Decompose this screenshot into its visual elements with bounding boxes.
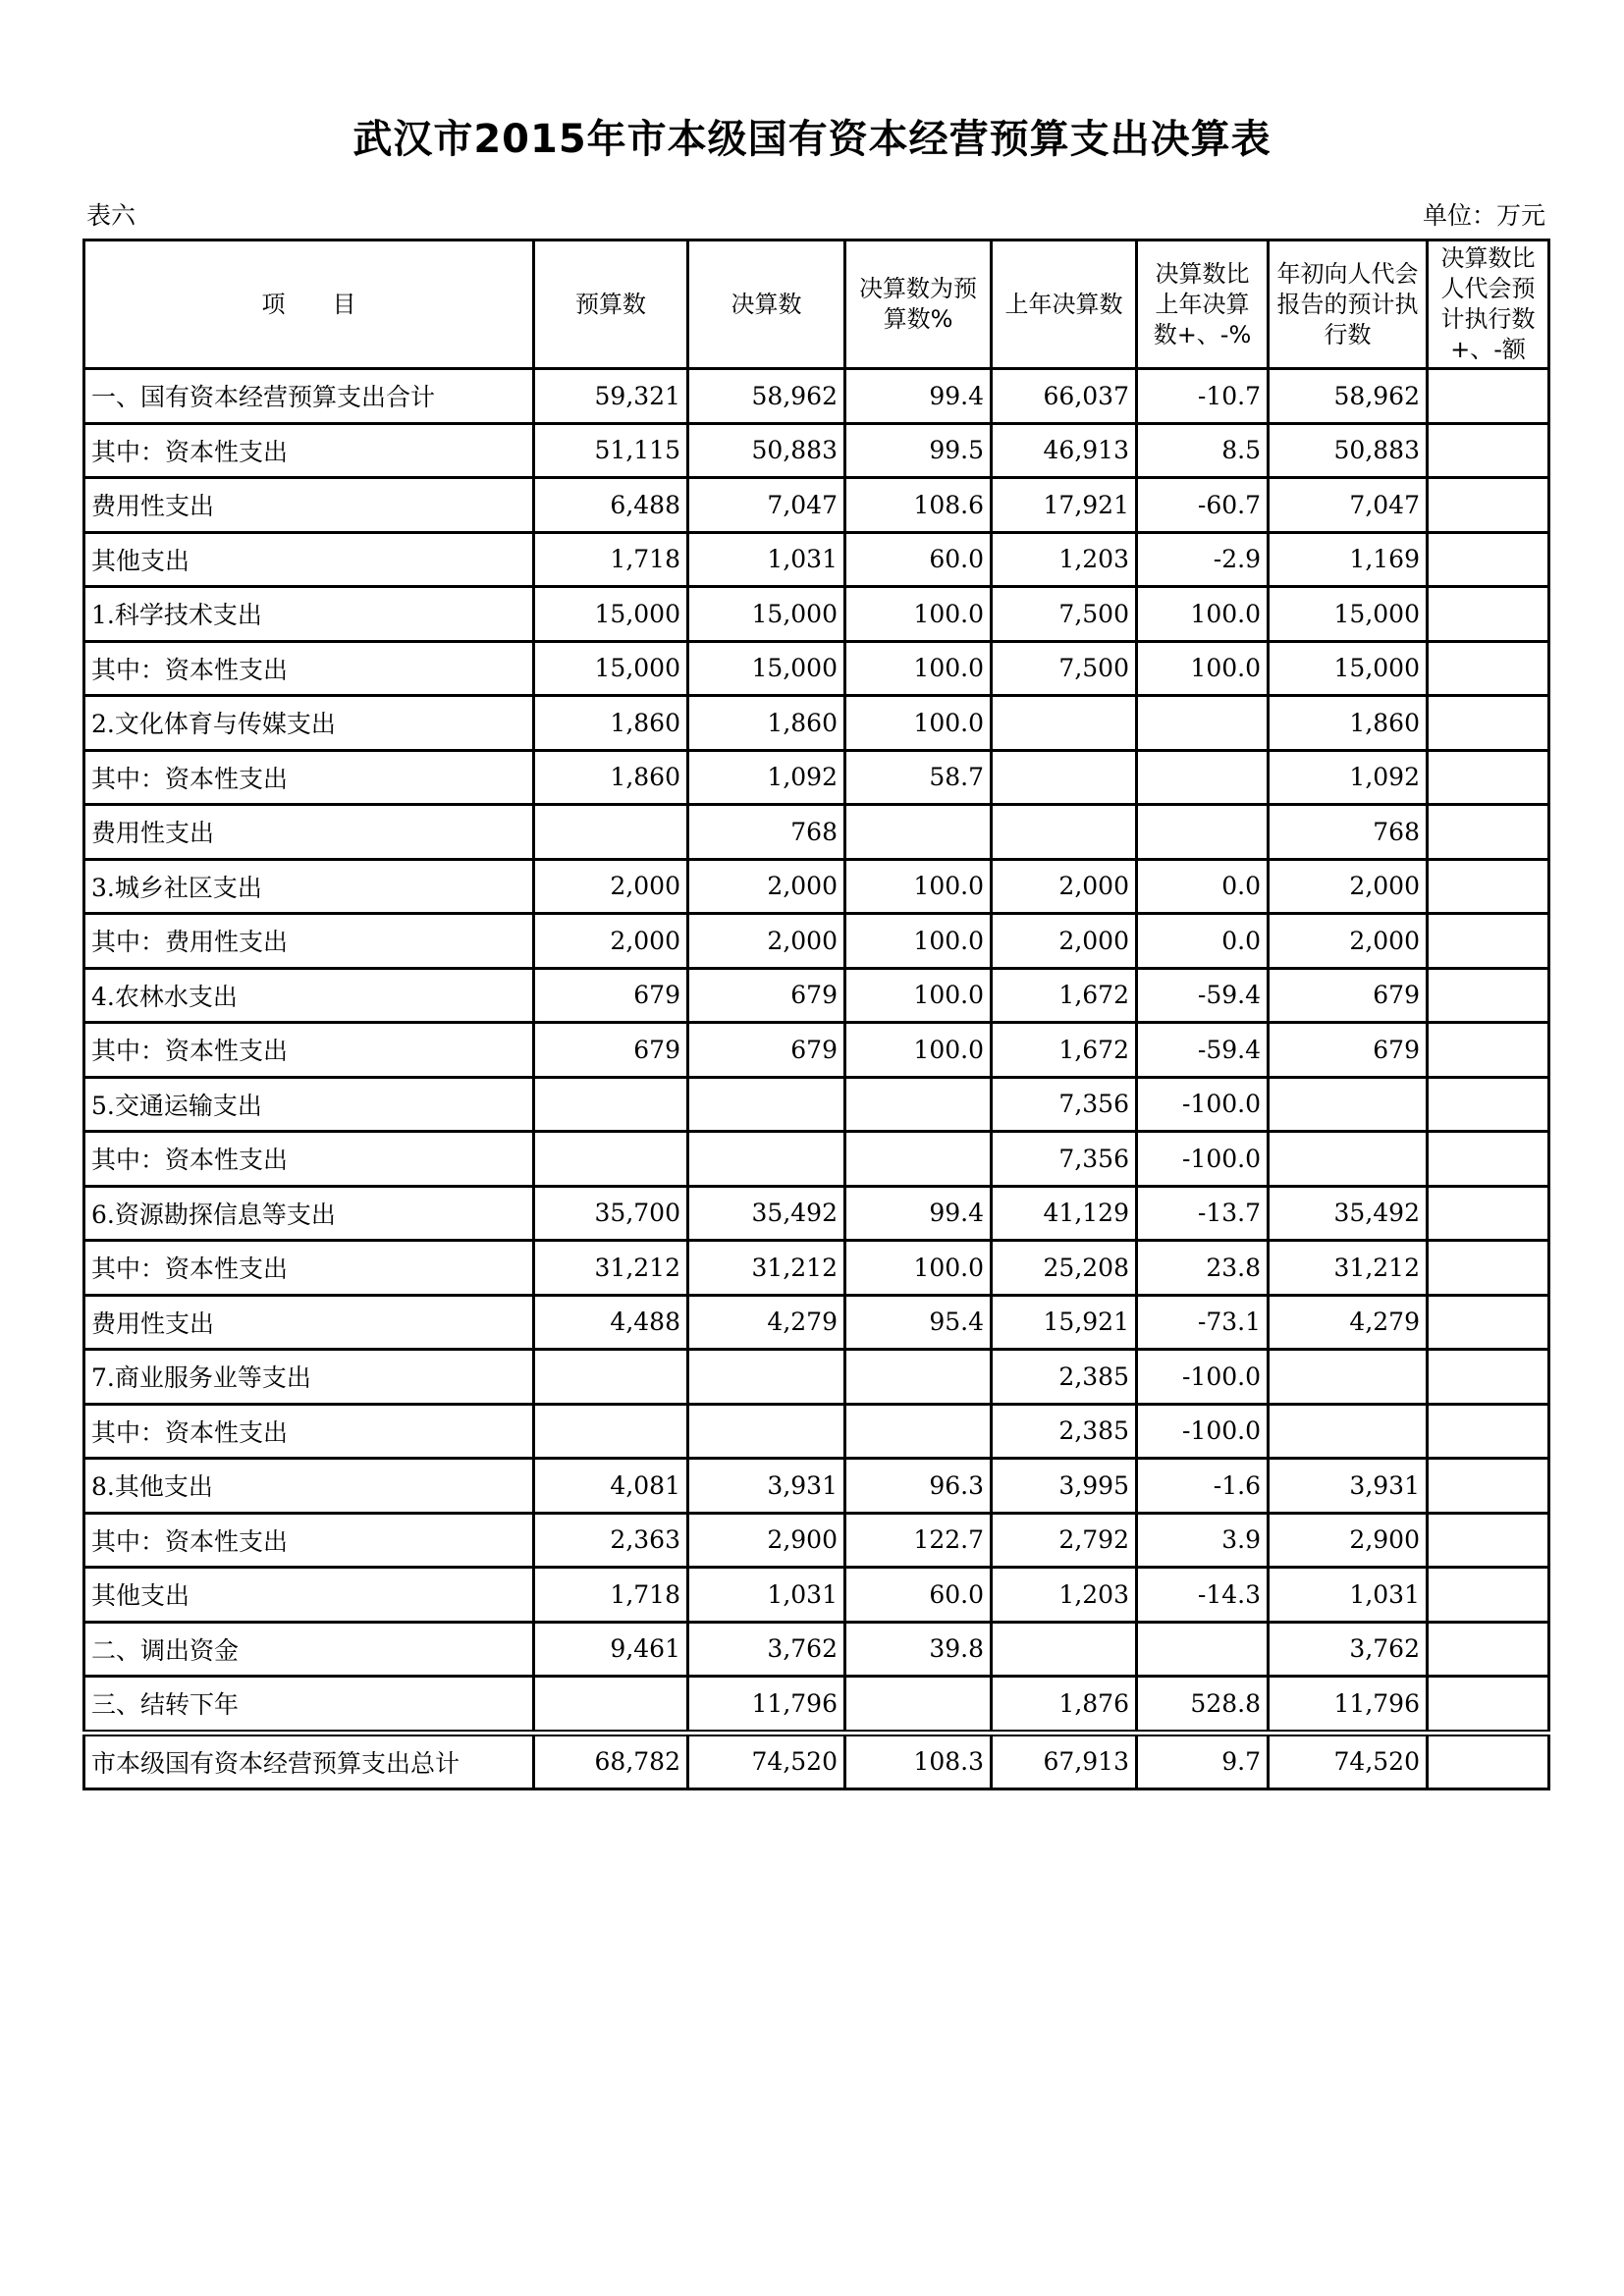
cell-final: 11,796 — [688, 1677, 845, 1734]
cell-pct — [845, 1350, 992, 1405]
row-label: 三、结转下年 — [84, 1677, 534, 1734]
cell-final: 50,883 — [688, 423, 845, 478]
cell-pct: 99.4 — [845, 369, 992, 424]
cell-budget: 51,115 — [534, 423, 688, 478]
cell-diff — [1428, 968, 1549, 1023]
cell-final: 679 — [688, 968, 845, 1023]
cell-prev: 2,385 — [992, 1350, 1137, 1405]
cell-budget: 679 — [534, 1023, 688, 1078]
cell-pct: 60.0 — [845, 1568, 992, 1623]
row-label: 费用性支出 — [84, 805, 534, 860]
cell-budget: 15,000 — [534, 641, 688, 696]
cell-pct: 100.0 — [845, 1023, 992, 1078]
cell-report — [1269, 1404, 1428, 1459]
row-label: 费用性支出 — [84, 1295, 534, 1350]
cell-yoy: -13.7 — [1137, 1186, 1269, 1241]
cell-pct: 100.0 — [845, 859, 992, 914]
cell-budget: 2,000 — [534, 859, 688, 914]
cell-yoy: 528.8 — [1137, 1677, 1269, 1734]
row-label: 其中：资本性支出 — [84, 1023, 534, 1078]
cell-yoy: 100.0 — [1137, 587, 1269, 642]
row-label: 一、国有资本经营预算支出合计 — [84, 369, 534, 424]
cell-prev — [992, 805, 1137, 860]
header-item: 项 目 — [84, 240, 534, 369]
row-label: 二、调出资金 — [84, 1622, 534, 1677]
cell-prev: 2,000 — [992, 859, 1137, 914]
cell-report: 768 — [1269, 805, 1428, 860]
cell-prev: 41,129 — [992, 1186, 1137, 1241]
cell-report: 4,279 — [1269, 1295, 1428, 1350]
cell-prev: 2,000 — [992, 914, 1137, 969]
cell-prev: 7,500 — [992, 641, 1137, 696]
cell-final: 2,000 — [688, 914, 845, 969]
row-label: 2.文化体育与传媒支出 — [84, 696, 534, 751]
cell-pct: 100.0 — [845, 1241, 992, 1296]
cell-pct: 122.7 — [845, 1513, 992, 1568]
cell-pct: 95.4 — [845, 1295, 992, 1350]
cell-budget: 1,860 — [534, 696, 688, 751]
cell-budget: 1,860 — [534, 750, 688, 805]
cell-budget: 15,000 — [534, 587, 688, 642]
row-label: 其他支出 — [84, 532, 534, 587]
cell-report — [1269, 1350, 1428, 1405]
table-row — [84, 587, 1549, 642]
cell-prev: 66,037 — [992, 369, 1137, 424]
cell-yoy: -10.7 — [1137, 369, 1269, 424]
table-row — [84, 423, 1549, 478]
cell-pct: 99.4 — [845, 1186, 992, 1241]
cell-diff — [1428, 423, 1549, 478]
cell-diff — [1428, 478, 1549, 533]
cell-report: 1,169 — [1269, 532, 1428, 587]
cell-final — [688, 1077, 845, 1132]
cell-final: 4,279 — [688, 1295, 845, 1350]
cell-yoy: -59.4 — [1137, 968, 1269, 1023]
cell-pct: 60.0 — [845, 532, 992, 587]
cell-report: 7,047 — [1269, 478, 1428, 533]
cell-diff — [1428, 914, 1549, 969]
cell-budget: 679 — [534, 968, 688, 1023]
cell-pct: 58.7 — [845, 750, 992, 805]
row-label: 7.商业服务业等支出 — [84, 1350, 534, 1405]
cell-diff — [1428, 587, 1549, 642]
header-final: 决算数 — [688, 240, 845, 369]
cell-diff — [1428, 1733, 1549, 1789]
cell-yoy: -2.9 — [1137, 532, 1269, 587]
cell-diff — [1428, 1459, 1549, 1514]
cell-final: 3,931 — [688, 1459, 845, 1514]
cell-prev: 7,500 — [992, 587, 1137, 642]
row-label: 市本级国有资本经营预算支出总计 — [84, 1733, 534, 1789]
cell-budget: 31,212 — [534, 1241, 688, 1296]
cell-pct: 100.0 — [845, 587, 992, 642]
cell-diff — [1428, 641, 1549, 696]
table-body — [84, 369, 1549, 1789]
cell-diff — [1428, 1404, 1549, 1459]
cell-prev: 17,921 — [992, 478, 1137, 533]
cell-prev: 2,792 — [992, 1513, 1137, 1568]
table-row — [84, 1077, 1549, 1132]
cell-budget — [534, 1404, 688, 1459]
table-row — [84, 1733, 1549, 1789]
cell-report: 2,000 — [1269, 859, 1428, 914]
table-row — [84, 1186, 1549, 1241]
cell-yoy: -100.0 — [1137, 1077, 1269, 1132]
table-row — [84, 1241, 1549, 1296]
table-row — [84, 1295, 1549, 1350]
header-prev: 上年决算数 — [992, 240, 1137, 369]
cell-prev: 46,913 — [992, 423, 1137, 478]
row-label: 其中：资本性支出 — [84, 750, 534, 805]
cell-diff — [1428, 1568, 1549, 1623]
cell-final: 35,492 — [688, 1186, 845, 1241]
cell-report: 58,962 — [1269, 369, 1428, 424]
cell-final: 15,000 — [688, 641, 845, 696]
cell-pct: 100.0 — [845, 968, 992, 1023]
cell-budget: 35,700 — [534, 1186, 688, 1241]
cell-diff — [1428, 1023, 1549, 1078]
table-row — [84, 1132, 1549, 1187]
table-row — [84, 805, 1549, 860]
table-row — [84, 1568, 1549, 1623]
cell-diff — [1428, 1241, 1549, 1296]
cell-budget — [534, 1350, 688, 1405]
cell-pct: 39.8 — [845, 1622, 992, 1677]
table-row — [84, 532, 1549, 587]
cell-final: 1,031 — [688, 1568, 845, 1623]
cell-yoy: -73.1 — [1137, 1295, 1269, 1350]
cell-budget: 2,000 — [534, 914, 688, 969]
cell-diff — [1428, 805, 1549, 860]
cell-final — [688, 1350, 845, 1405]
row-label: 4.农林水支出 — [84, 968, 534, 1023]
header-row — [84, 240, 1549, 369]
table-row — [84, 1023, 1549, 1078]
cell-diff — [1428, 1622, 1549, 1677]
cell-diff — [1428, 1513, 1549, 1568]
cell-budget — [534, 1677, 688, 1734]
cell-diff — [1428, 1186, 1549, 1241]
cell-prev: 3,995 — [992, 1459, 1137, 1514]
cell-yoy: 9.7 — [1137, 1733, 1269, 1789]
cell-prev: 1,876 — [992, 1677, 1137, 1734]
cell-report: 11,796 — [1269, 1677, 1428, 1734]
row-label: 其中：资本性支出 — [84, 1404, 534, 1459]
table-row — [84, 968, 1549, 1023]
cell-pct: 96.3 — [845, 1459, 992, 1514]
cell-yoy: -100.0 — [1137, 1350, 1269, 1405]
table-row — [84, 478, 1549, 533]
table-row — [84, 859, 1549, 914]
cell-pct: 99.5 — [845, 423, 992, 478]
cell-pct — [845, 1404, 992, 1459]
cell-prev: 7,356 — [992, 1077, 1137, 1132]
cell-pct: 108.3 — [845, 1733, 992, 1789]
cell-pct — [845, 1132, 992, 1187]
cell-report — [1269, 1132, 1428, 1187]
cell-diff — [1428, 1350, 1549, 1405]
cell-report: 15,000 — [1269, 587, 1428, 642]
cell-budget: 4,488 — [534, 1295, 688, 1350]
header-report: 年初向人代会报告的预计执行数 — [1269, 240, 1428, 369]
cell-report: 3,931 — [1269, 1459, 1428, 1514]
cell-report — [1269, 1077, 1428, 1132]
cell-yoy: -1.6 — [1137, 1459, 1269, 1514]
cell-report: 35,492 — [1269, 1186, 1428, 1241]
cell-final: 15,000 — [688, 587, 845, 642]
table-row — [84, 1677, 1549, 1734]
cell-yoy: 0.0 — [1137, 859, 1269, 914]
cell-diff — [1428, 696, 1549, 751]
cell-diff — [1428, 859, 1549, 914]
cell-yoy: 100.0 — [1137, 641, 1269, 696]
cell-pct — [845, 805, 992, 860]
cell-yoy: 8.5 — [1137, 423, 1269, 478]
cell-prev: 67,913 — [992, 1733, 1137, 1789]
cell-yoy: -59.4 — [1137, 1023, 1269, 1078]
cell-pct — [845, 1077, 992, 1132]
cell-final — [688, 1132, 845, 1187]
cell-budget: 4,081 — [534, 1459, 688, 1514]
cell-yoy — [1137, 1622, 1269, 1677]
cell-yoy: -60.7 — [1137, 478, 1269, 533]
page-title: 武汉市2015年市本级国有资本经营预算支出决算表 — [352, 117, 1272, 162]
header-budget: 预算数 — [534, 240, 688, 369]
cell-yoy: 3.9 — [1137, 1513, 1269, 1568]
cell-yoy — [1137, 696, 1269, 751]
row-label: 其中：资本性支出 — [84, 641, 534, 696]
cell-pct: 100.0 — [845, 914, 992, 969]
budget-table — [82, 239, 1550, 1790]
cell-final: 7,047 — [688, 478, 845, 533]
header-pct: 决算数为预算数% — [845, 240, 992, 369]
cell-final: 2,900 — [688, 1513, 845, 1568]
row-label: 8.其他支出 — [84, 1459, 534, 1514]
cell-budget — [534, 1077, 688, 1132]
cell-diff — [1428, 1295, 1549, 1350]
cell-budget: 2,363 — [534, 1513, 688, 1568]
cell-prev — [992, 1622, 1137, 1677]
cell-prev: 1,203 — [992, 1568, 1137, 1623]
cell-pct: 100.0 — [845, 696, 992, 751]
cell-diff — [1428, 532, 1549, 587]
cell-report: 74,520 — [1269, 1733, 1428, 1789]
unit-label: 单位：万元 — [1422, 201, 1545, 230]
row-label: 其中：资本性支出 — [84, 1241, 534, 1296]
cell-prev: 2,385 — [992, 1404, 1137, 1459]
cell-diff — [1428, 750, 1549, 805]
row-label: 其中：资本性支出 — [84, 1132, 534, 1187]
table-row — [84, 750, 1549, 805]
cell-budget: 6,488 — [534, 478, 688, 533]
header-diff: 决算数比人代会预计执行数+、-额 — [1428, 240, 1549, 369]
table-row — [84, 914, 1549, 969]
cell-report: 31,212 — [1269, 1241, 1428, 1296]
cell-budget — [534, 1132, 688, 1187]
cell-diff — [1428, 369, 1549, 424]
row-label: 3.城乡社区支出 — [84, 859, 534, 914]
cell-diff — [1428, 1677, 1549, 1734]
cell-budget: 1,718 — [534, 1568, 688, 1623]
cell-yoy: -14.3 — [1137, 1568, 1269, 1623]
cell-report: 1,031 — [1269, 1568, 1428, 1623]
cell-yoy: 23.8 — [1137, 1241, 1269, 1296]
table-row — [84, 1404, 1549, 1459]
cell-prev: 1,672 — [992, 968, 1137, 1023]
row-label: 其他支出 — [84, 1568, 534, 1623]
cell-report: 2,900 — [1269, 1513, 1428, 1568]
cell-report: 679 — [1269, 968, 1428, 1023]
cell-report: 3,762 — [1269, 1622, 1428, 1677]
cell-final: 1,860 — [688, 696, 845, 751]
cell-pct: 100.0 — [845, 641, 992, 696]
cell-yoy: 0.0 — [1137, 914, 1269, 969]
cell-budget: 59,321 — [534, 369, 688, 424]
header-yoy: 决算数比上年决算数+、-% — [1137, 240, 1269, 369]
cell-diff — [1428, 1132, 1549, 1187]
cell-prev: 15,921 — [992, 1295, 1137, 1350]
cell-final — [688, 1404, 845, 1459]
cell-yoy — [1137, 750, 1269, 805]
cell-final: 2,000 — [688, 859, 845, 914]
cell-yoy: -100.0 — [1137, 1404, 1269, 1459]
cell-report: 1,860 — [1269, 696, 1428, 751]
cell-report: 50,883 — [1269, 423, 1428, 478]
cell-prev — [992, 696, 1137, 751]
cell-diff — [1428, 1077, 1549, 1132]
cell-pct — [845, 1677, 992, 1734]
cell-report: 1,092 — [1269, 750, 1428, 805]
cell-report: 15,000 — [1269, 641, 1428, 696]
cell-final: 768 — [688, 805, 845, 860]
table-row — [84, 1350, 1549, 1405]
cell-prev — [992, 750, 1137, 805]
cell-yoy — [1137, 805, 1269, 860]
cell-final: 31,212 — [688, 1241, 845, 1296]
cell-budget: 1,718 — [534, 532, 688, 587]
cell-pct: 108.6 — [845, 478, 992, 533]
cell-prev: 7,356 — [992, 1132, 1137, 1187]
cell-budget — [534, 805, 688, 860]
cell-prev: 25,208 — [992, 1241, 1137, 1296]
row-label: 其中：资本性支出 — [84, 1513, 534, 1568]
cell-final: 1,031 — [688, 532, 845, 587]
cell-prev: 1,203 — [992, 532, 1137, 587]
table-row — [84, 1622, 1549, 1677]
table-row — [84, 1459, 1549, 1514]
table-tag: 表六 — [86, 201, 136, 230]
table-row — [84, 641, 1549, 696]
table-row — [84, 369, 1549, 424]
row-label: 6.资源勘探信息等支出 — [84, 1186, 534, 1241]
row-label: 费用性支出 — [84, 478, 534, 533]
row-label: 其中：费用性支出 — [84, 914, 534, 969]
cell-budget: 9,461 — [534, 1622, 688, 1677]
cell-report: 679 — [1269, 1023, 1428, 1078]
table-row — [84, 1513, 1549, 1568]
row-label: 1.科学技术支出 — [84, 587, 534, 642]
cell-prev: 1,672 — [992, 1023, 1137, 1078]
cell-final: 58,962 — [688, 369, 845, 424]
cell-budget: 68,782 — [534, 1733, 688, 1789]
cell-final: 74,520 — [688, 1733, 845, 1789]
row-label: 5.交通运输支出 — [84, 1077, 534, 1132]
cell-final: 679 — [688, 1023, 845, 1078]
row-label: 其中：资本性支出 — [84, 423, 534, 478]
cell-report: 2,000 — [1269, 914, 1428, 969]
table-row — [84, 696, 1549, 751]
cell-yoy: -100.0 — [1137, 1132, 1269, 1187]
cell-final: 3,762 — [688, 1622, 845, 1677]
cell-final: 1,092 — [688, 750, 845, 805]
